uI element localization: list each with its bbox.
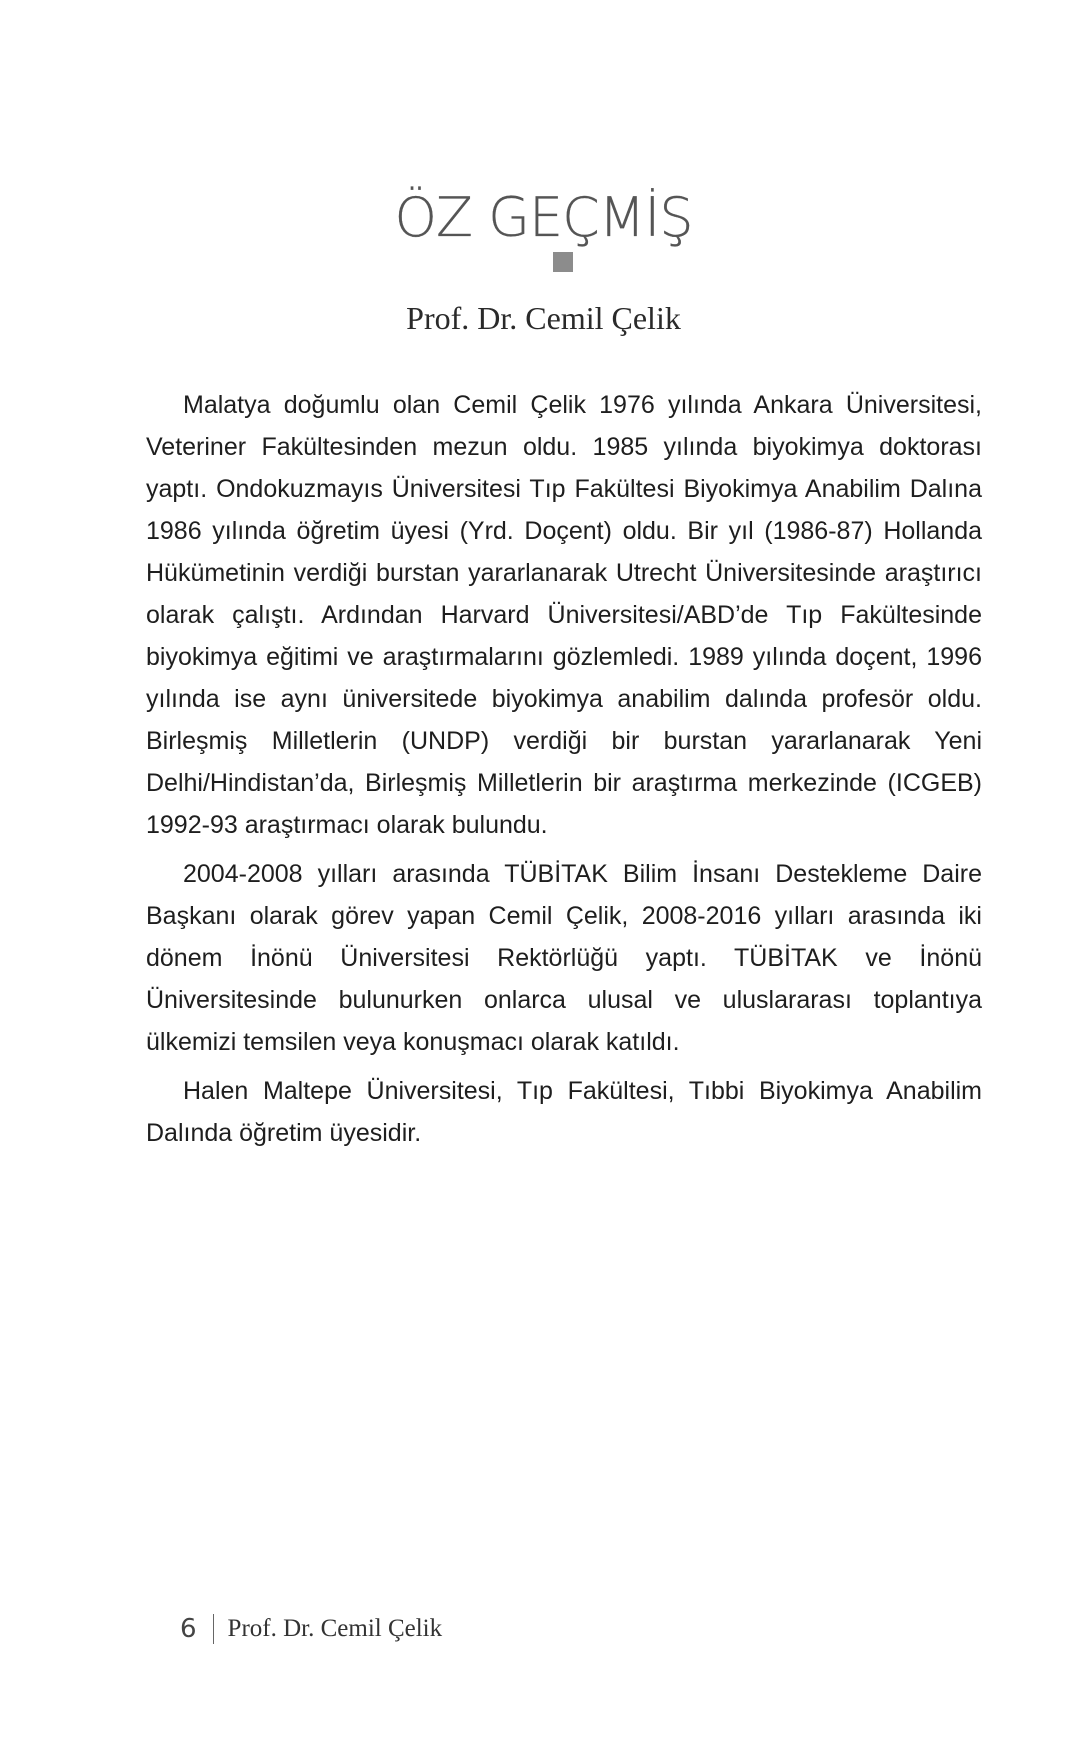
footer-divider — [213, 1614, 214, 1644]
page-footer — [180, 1611, 442, 1647]
biography-paragraph: Halen Maltepe Üniversitesi, Tıp Fakültesi, Tıbbi Biyokimya Anabilim Dalında öğretim üyesidir. — [146, 1077, 982, 1147]
biography-paragraph: 2004-2008 yılları arasında TÜBİTAK Bilim İnsanı Destekleme Daire Başkanı olarak görev yapan Cemil Çelik, 2008-2016 yılları arasında iki dönem İnönü Üniversitesi Rektörlüğü yaptı. TÜBİTAK ve İnönü Üniversitesinde bulunurken onlarca ulusal ve uluslararası toplantıya ülkemizi temsilen veya konuşmacı olarak katıldı. — [146, 860, 982, 1056]
page-title: ÖZ GEÇMİŞ — [394, 186, 693, 250]
biography-body — [146, 384, 982, 1161]
running-head: Prof. Dr. Cemil Çelik — [227, 1615, 443, 1642]
page-number: 6 — [180, 1614, 197, 1644]
title-ornament-square — [553, 252, 573, 272]
author-name: Prof. Dr. Cemil Çelik — [406, 300, 681, 336]
biography-paragraph: Malatya doğumlu olan Cemil Çelik 1976 yılında Ankara Üniversitesi, Veteriner Fakültesinden mezun oldu. 1985 yılında biyokimya doktorası yaptı. Ondokuzmayıs Üniversitesi Tıp Fakültesi Biyokimya Anabilim Dalına 1986 yılında öğretim üyesi (Yrd. Doçent) oldu. Bir yıl (1986-87) Hollanda Hükümetinin verdiği burstan yararlanarak Utrecht Üniversitesinde araştırıcı olarak çalıştı. Ardından Harvard Üniversitesi/ABD’de Tıp Fakültesinde biyokimya eğitimi ve araştırmalarını gözlemledi. 1989 yılında doçent, 1996 yılında ise aynı üniversitede biyokimya anabilim dalında profesör oldu. Birleşmiş Milletlerin (UNDP) verdiği bir burstan yararlanarak Yeni Delhi/Hindistan’da, Birleşmiş Milletlerin bir araştırma merkezinde (ICGEB) 1992-93 araştırmacı olarak bulundu. — [146, 391, 982, 839]
